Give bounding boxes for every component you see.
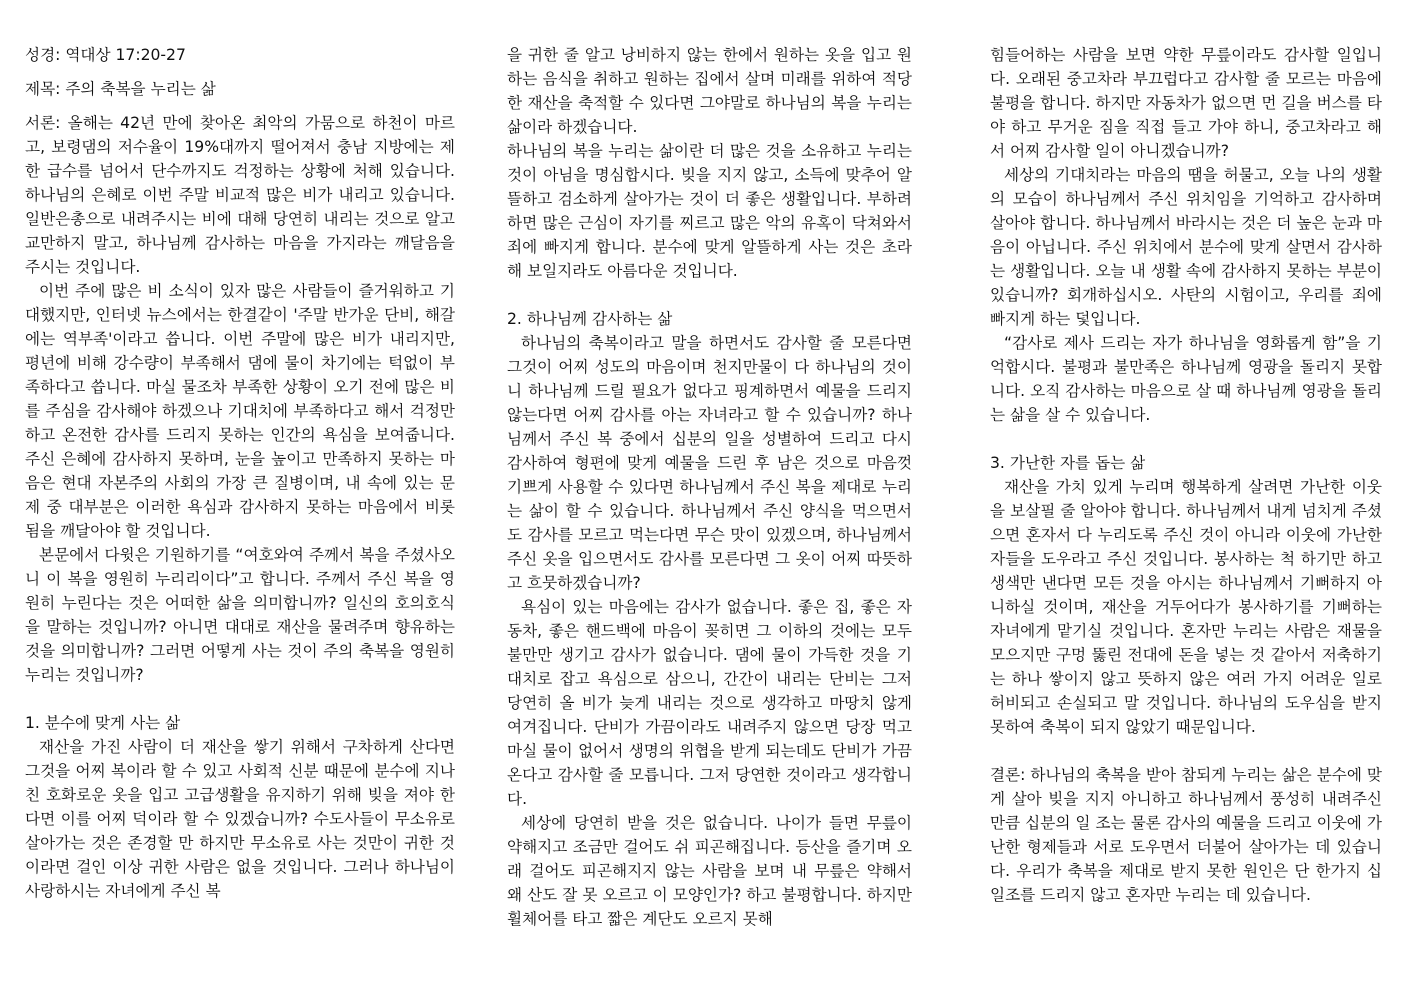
sermon-title: 제목: 주의 축복을 누리는 삶 <box>25 80 216 98</box>
section-heading-1: 1. 분수에 맞게 사는 삶 <box>25 714 181 732</box>
column-left <box>25 43 455 903</box>
body-paragraph: 을 귀한 줄 알고 낭비하지 않는 한에서 원하는 옷을 입고 원하는 음식을 취하고 원하는 집에서 살며 미래를 위하여 적당한 재산을 축적할 수 있다면 그야말로 하나님의 복을 누리는 삶이라 하겠습니다. <box>507 46 912 136</box>
body-paragraph: 이번 주에 많은 비 소식이 있자 많은 사람들이 즐거워하고 기대했지만, 인터넷 뉴스에서는 한결같이 '주말 반가운 단비, 해갈에는 역부족'이라고 씁니다. 이번 주말에 많은 비가 내리지만, 평년에 비해 강수량이 부족해서 댐에 물이 차기에는 턱없이 부족하다고 씁니다. 마실 물조차 부족한 상황이 오기 전에 많은 비를 주심을 감사해야 하겠으나 기대치에 부족하다고 해서 걱정만 하고 온전한 감사를 드리지 못하는 인간의 욕심을 보여줍니다. 주신 은혜에 감사하지 못하며, 눈을 높이고 만족하지 못하는 마음은 현대 자본주의 사회의 가장 큰 질병이며, 내 속에 있는 문제 중 대부분은 이러한 욕심과 감사하지 못하는 마음에서 비롯됨을 깨달아야 할 것입니다. <box>25 282 455 540</box>
section-heading-3: 3. 가난한 자를 돕는 삶 <box>990 454 1146 472</box>
body-paragraph: 재산을 가진 사람이 더 재산을 쌓기 위해서 구차하게 산다면 그것을 어찌 복이라 할 수 있고 사회적 신분 때문에 분수에 지나친 호화로운 옷을 입고 고급생활을 유지하기 위해 빚을 져야 한다면 이를 어찌 덕이라 할 수 있겠습니까? 수도사들이 무소유로 살아가는 것은 존경할 만 하지만 무소유로 사는 것만이 귀한 것이라면 걸인 이상 귀한 사람은 없을 것입니다. 그러나 하나님이 사랑하시는 자녀에게 주신 복 <box>25 738 455 900</box>
section-heading-2: 2. 하나님께 감사하는 삶 <box>507 310 673 328</box>
column-middle <box>507 43 912 931</box>
body-paragraph: 하나님의 복을 누리는 삶이란 더 많은 것을 소유하고 누리는 것이 아님을 명심합시다. 빚을 지지 않고, 소득에 맞추어 알뜰하고 검소하게 살아가는 것이 더 좋은 생활입니다. 부하려 하면 많은 근심이 자기를 찌르고 많은 악의 유혹이 닥쳐와서 죄에 빠지게 합니다. 분수에 맞게 알뜰하게 사는 것은 초라해 보일지라도 아름다운 것입니다. <box>507 142 912 280</box>
body-paragraph: 욕심이 있는 마음에는 감사가 없습니다. 좋은 집, 좋은 자동차, 좋은 핸드백에 마음이 꽂히면 그 이하의 것에는 모두 불만만 생기고 감사가 없습니다. 댐에 물이 가득한 것을 기대치로 잡고 욕심으로 삼으니, 간간이 내리는 단비는 그저 당연히 올 비가 늦게 내리는 것으로 생각하고 마땅치 않게 여겨집니다. 단비가 가끔이라도 내려주지 않으면 당장 먹고 마실 물이 없어서 생명의 위협을 받게 되는데도 단비가 가끔 온다고 감사할 줄 모릅니다. 그저 당연한 것이라고 생각합니다. <box>507 598 912 808</box>
body-paragraph: “감사로 제사 드리는 자가 하나님을 영화롭게 함”을 기억합시다. 불평과 불만족은 하나님께 영광을 돌리지 못합니다. 오직 감사하는 마음으로 살 때 하나님께 영광을 돌리는 삶을 살 수 있습니다. <box>990 334 1382 424</box>
body-paragraph: 세상에 당연히 받을 것은 없습니다. 나이가 들면 무릎이 약해지고 조금만 걸어도 쉬 피곤해집니다. 등산을 즐기며 오래 걸어도 피곤해지지 않는 사람을 보며 내 무릎은 약해서 왜 산도 잘 못 오르고 이 모양인가? 하고 불평합니다. 하지만 휠체어를 타고 짧은 계단도 오르지 못해 <box>507 814 912 928</box>
body-paragraph: 힘들어하는 사람을 보면 약한 무릎이라도 감사할 일입니다. 오래된 중고차라 부끄럽다고 감사할 줄 모르는 마음에 불평을 합니다. 하지만 자동차가 없으면 먼 길을 버스를 타야 하고 무거운 짐을 직접 들고 가야 하니, 중고차라고 해서 어찌 감사할 일이 아니겠습니까? <box>990 46 1382 160</box>
body-paragraph: 하나님의 축복이라고 말을 하면서도 감사할 줄 모른다면 그것이 어찌 성도의 마음이며 천지만물이 다 하나님의 것이니 하나님께 드릴 필요가 없다고 핑계하면서 예물을 드리지 않는다면 어찌 감사를 아는 자녀라고 할 수 있습니까? 하나님께서 주신 복 중에서 십분의 일을 성별하여 드리고 다시 감사하여 형편에 맞게 예물을 드린 후 남은 것으로 마음껏 기쁘게 사용할 수 있다면 하나님께서 주신 복을 제대로 누리는 삶이 할 수 있습니다. 하나님께서 주신 양식을 먹으면서도 감사를 모르고 먹는다면 무슨 맛이 있겠으며, 하나님께서 주신 옷을 입으면서도 감사를 모른다면 그 옷이 어찌 따뜻하고 흐뭇하겠습니까? <box>507 334 912 592</box>
introduction-paragraph: 서론: 올해는 42년 만에 찾아온 최악의 가뭄으로 하천이 마르고, 보령댐의 저수율이 19%대까지 떨어져서 충남 지방에는 제한 급수를 넘어서 단수까지도 걱정하는 상황에 처해 있습니다. 하나님의 은혜로 이번 주말 비교적 많은 비가 내리고 있습니다. 일반은총으로 내려주시는 비에 대해 당연히 내리는 것으로 알고 교만하지 말고, 하나님께 감사하는 마음을 가지라는 깨달음을 주시는 것입니다. <box>25 114 455 276</box>
body-paragraph: 세상의 기대치라는 마음의 땜을 허물고, 오늘 나의 생활의 모습이 하나님께서 주신 위치임을 기억하고 감사하며 살아야 합니다. 하나님께서 바라시는 것은 더 높은 눈과 마음이 아닙니다. 주신 위치에서 분수에 맞게 살면서 감사하는 생활입니다. 오늘 내 생활 속에 감사하지 못하는 부분이 있습니까? 회개하십시오. 사탄의 시험이고, 우리를 죄에 빠지게 하는 덫입니다. <box>990 166 1382 328</box>
scripture-reference: 성경: 역대상 17:20-27 <box>25 46 186 64</box>
body-paragraph: 본문에서 다윗은 기원하기를 “여호와여 주께서 복을 주셨사오니 이 복을 영원히 누리리이다”고 합니다. 주께서 주신 복을 영원히 누린다는 것은 어떠한 삶을 의미합니까? 일신의 호의호식을 말하는 것입니까? 아니면 대대로 재산을 물려주며 향유하는 것을 의미합니까? 그러면 어떻게 사는 것이 주의 축복을 영원히 누리는 것입니까? <box>25 546 455 684</box>
body-paragraph: 재산을 가치 있게 누리며 행복하게 살려면 가난한 이웃을 보살필 줄 알아야 합니다. 하나님께서 내게 넘치게 주셨으면 혼자서 다 누리도록 주신 것이 아니라 이웃에 가난한 자들을 도우라고 주신 것입니다. 봉사하는 척 하기만 하고 생색만 낸다면 모든 것을 아시는 하나님께서 기뻐하지 아니하실 것이며, 재산을 거두어다가 봉사하기를 기뻐하는 자녀에게 맡기실 것입니다. 혼자만 누리는 사람은 재물을 모으지만 구멍 뚫린 전대에 돈을 넣는 것 같아서 저축하기는 하나 쌓이지 않고 뜻하지 않은 여러 가지 어려운 일로 허비되고 손실되고 말 것입니다. 하나님의 도우심을 받지 못하여 축복이 되지 않았기 때문입니다. <box>990 478 1382 736</box>
conclusion-paragraph: 결론: 하나님의 축복을 받아 참되게 누리는 삶은 분수에 맞게 살아 빚을 지지 아니하고 하나님께서 풍성히 내려주신 만큼 십분의 일 조는 물론 감사의 예물을 드리고 이웃에 가난한 형제들과 서로 도우면서 더불어 살아가는 데 있습니다. 우리가 축복을 제대로 받지 못한 원인은 단 한가지 십일조를 드리지 않고 혼자만 누리는 데 있습니다. <box>990 766 1382 904</box>
column-right <box>990 43 1382 907</box>
